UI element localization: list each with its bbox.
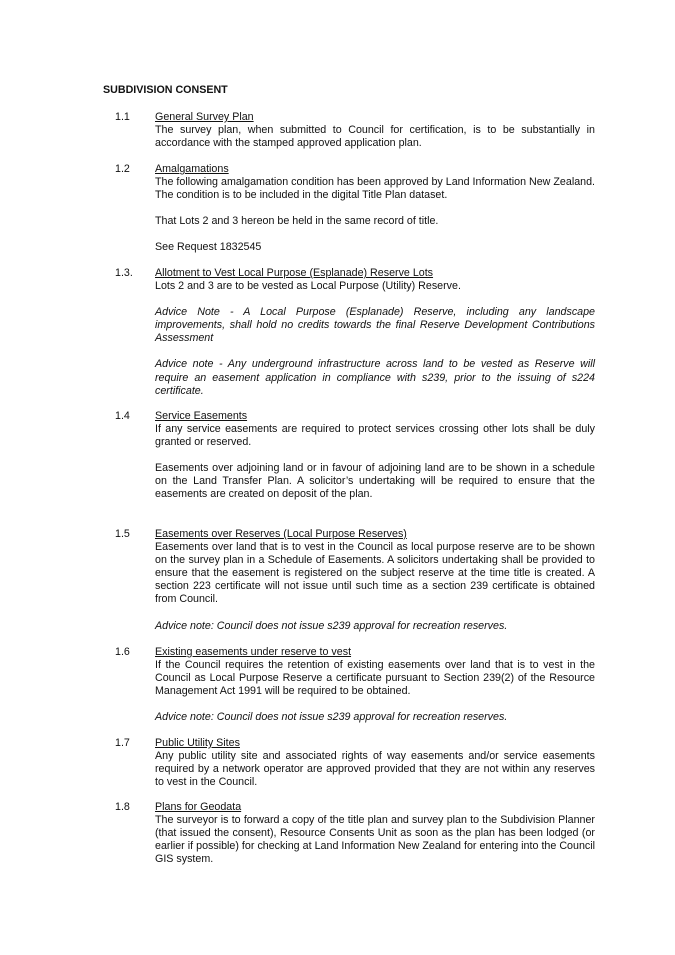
- page-title: SUBDIVISION CONSENT: [103, 84, 228, 96]
- advice-note: Advice Note - A Local Purpose (Esplanade) Reserve, including any landscape improvements, shall hold no credits towards the final Reserve Development Contributions Assessment: [155, 306, 595, 345]
- paragraph: If any service easements are required to protect services crossing other lots shall be duly granted or reserved.: [155, 423, 595, 449]
- section-number: 1.6: [115, 646, 130, 658]
- advice-note: Advice note: Council does not issue s239 approval for recreation reserves.: [155, 711, 508, 724]
- section-body: [155, 267, 595, 398]
- section-number: 1.3.: [115, 267, 133, 279]
- section-number: 1.2: [115, 163, 130, 175]
- section-heading: Allotment to Vest Local Purpose (Esplanade) Reserve Lots: [155, 267, 434, 279]
- paragraph: Any public utility site and associated rights of way easements and/or service easements required by a network operator are approved provided that they are not within any reserves to vest in the Council.: [155, 750, 595, 789]
- section-heading: Plans for Geodata: [155, 801, 242, 813]
- section-heading: Easements over Reserves (Local Purpose Reserves): [155, 528, 407, 540]
- paragraph: Easements over land that is to vest in the Council as local purpose reserve are to be shown on the survey plan in a Schedule of Easements. A solicitors undertaking shall be provided to ensure that the easement is registered on the subject reserve at the time title is created. A section 223 certificate will not issue until such time as a section 239 certificate is obtained from Council.: [155, 541, 595, 606]
- paragraph: The surveyor is to forward a copy of the title plan and survey plan to the Subdivision Planner (that issued the consent), Resource Consents Unit as soon as the plan has been lodged (or earlier if possible) for checking at Land Information New Zealand for entering into the Council GIS system.: [155, 814, 595, 866]
- section-heading: Service Easements: [155, 410, 248, 422]
- section-heading: Public Utility Sites: [155, 737, 240, 749]
- paragraph: If the Council requires the retention of existing easements over land that is to vest in the Council as Local Purpose Reserve a certificate pursuant to Section 239(2) of the Resource Management Act 1991 will be required to be obtained.: [155, 659, 595, 698]
- section-body: [155, 646, 595, 724]
- advice-note: Advice note: Council does not issue s239 approval for recreation reserves.: [155, 619, 508, 632]
- section-number: 1.8: [115, 801, 130, 813]
- paragraph: That Lots 2 and 3 hereon be held in the same record of title.: [155, 215, 439, 228]
- paragraph: See Request 1832545: [155, 241, 262, 254]
- section-heading: Existing easements under reserve to vest: [155, 646, 352, 658]
- section-number: 1.7: [115, 737, 130, 749]
- paragraph: The survey plan, when submitted to Council for certification, is to be substantially in accordance with the stamped approved application plan.: [155, 124, 595, 150]
- section-heading: Amalgamations: [155, 163, 229, 175]
- advice-note: Advice note - Any underground infrastructure across land to be vested as Reserve will require an easement application in compliance with s239, prior to the issuing of s224 certificate.: [155, 358, 595, 397]
- paragraph: The following amalgamation condition has been approved by Land Information New Zealand. The condition is to be included in the digital Title Plan dataset.: [155, 176, 595, 202]
- paragraph: Lots 2 and 3 are to be vested as Local Purpose (Utility) Reserve.: [155, 280, 461, 293]
- section-body: [155, 410, 595, 502]
- section-body: [155, 528, 595, 633]
- section-number: 1.4: [115, 410, 130, 422]
- section-body: [155, 163, 595, 254]
- section-body: [155, 111, 595, 150]
- section-number: 1.1: [115, 111, 130, 123]
- section-heading: General Survey Plan: [155, 111, 254, 123]
- section-body: [155, 737, 595, 789]
- section-body: [155, 801, 595, 866]
- section-number: 1.5: [115, 528, 130, 540]
- paragraph: Easements over adjoining land or in favour of adjoining land are to be shown in a schedule on the Land Transfer Plan. A solicitor’s undertaking will be required to ensure that the easements are created on deposit of the plan.: [155, 462, 595, 501]
